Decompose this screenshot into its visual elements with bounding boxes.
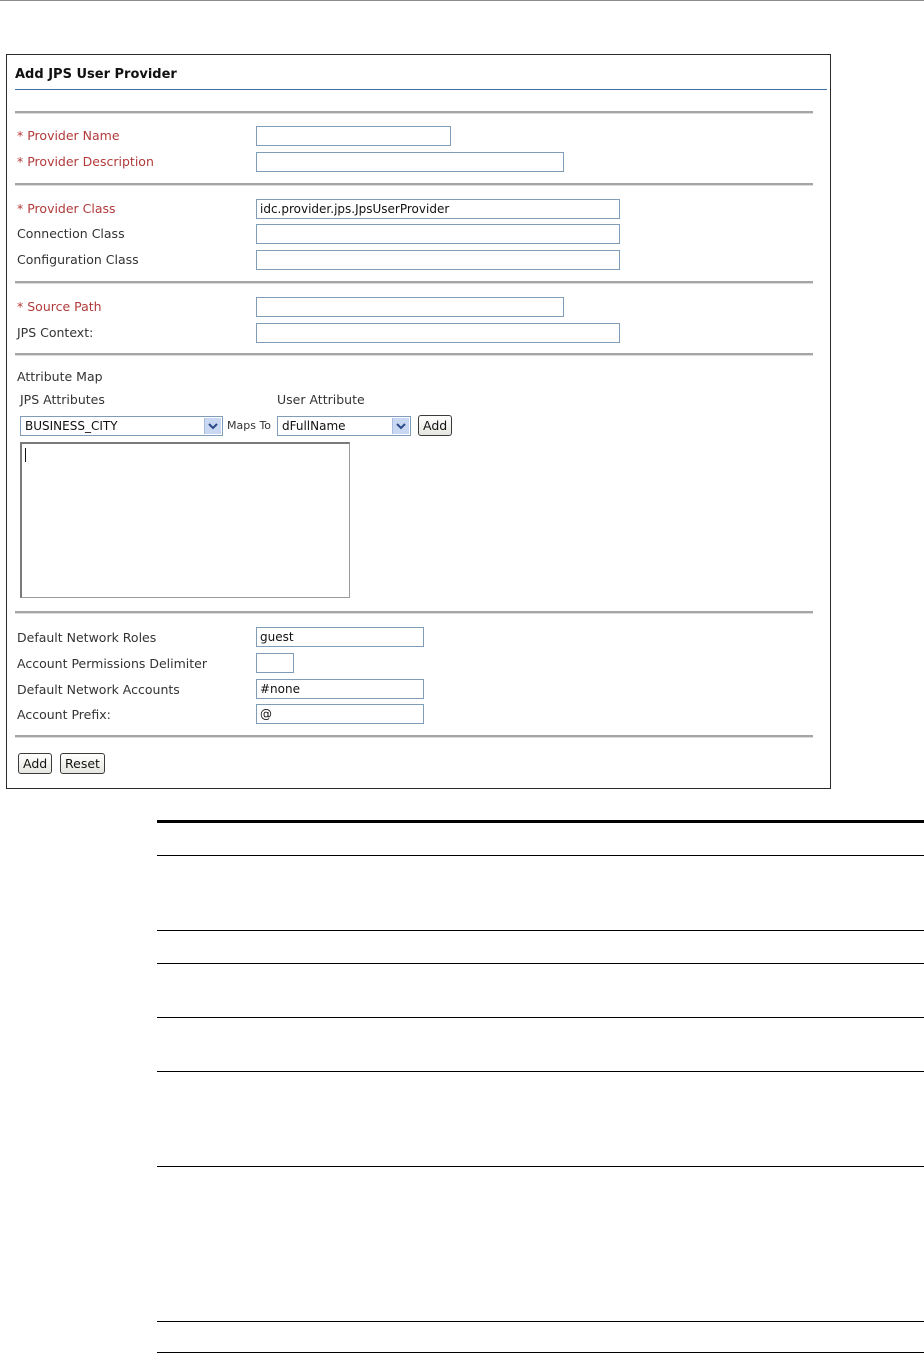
table-row-rule — [157, 855, 924, 856]
provider-description-input[interactable] — [256, 152, 564, 172]
section-divider — [15, 735, 813, 738]
attribute-map-label: Attribute Map — [17, 369, 103, 384]
account-prefix-label: Account Prefix: — [17, 707, 111, 722]
user-attribute-selected-value: dFullName — [282, 419, 346, 433]
default-network-accounts-label: Default Network Accounts — [17, 682, 180, 697]
provider-description-label: * Provider Description — [17, 154, 154, 169]
chevron-down-icon[interactable] — [204, 418, 221, 434]
add-mapping-button[interactable]: Add — [418, 415, 452, 436]
jps-attributes-label: JPS Attributes — [20, 392, 105, 407]
account-permissions-delimiter-label: Account Permissions Delimiter — [17, 656, 207, 671]
provider-class-input[interactable]: idc.provider.jps.JpsUserProvider — [256, 199, 620, 219]
connection-class-input[interactable] — [256, 224, 620, 244]
table-row-rule — [157, 930, 924, 931]
reset-button[interactable]: Reset — [60, 753, 105, 774]
jps-context-label: JPS Context: — [17, 325, 94, 340]
jps-context-input[interactable] — [256, 323, 620, 343]
table-row-rule — [157, 1071, 924, 1072]
title-underline — [15, 89, 827, 90]
text-cursor — [25, 448, 26, 462]
table-row-rule — [157, 1166, 924, 1167]
user-attribute-label: User Attribute — [277, 392, 365, 407]
table-row-rule — [157, 1352, 924, 1353]
table-row-rule — [157, 1017, 924, 1018]
page-top-rule — [0, 0, 924, 1]
add-jps-user-provider-panel — [6, 54, 831, 789]
maps-to-label: Maps To — [227, 419, 272, 432]
jps-attribute-selected-value: BUSINESS_CITY — [25, 419, 118, 433]
jps-attribute-select[interactable] — [20, 416, 223, 436]
account-permissions-delimiter-input[interactable] — [256, 653, 294, 673]
section-divider — [15, 281, 813, 284]
provider-class-label: * Provider Class — [17, 201, 116, 216]
section-divider — [15, 611, 813, 614]
user-attribute-select[interactable] — [277, 416, 411, 436]
section-divider — [15, 183, 813, 186]
chevron-down-icon[interactable] — [392, 418, 409, 434]
attribute-mappings-list[interactable] — [20, 442, 350, 598]
default-network-roles-input[interactable]: guest — [256, 627, 424, 647]
connection-class-label: Connection Class — [17, 226, 125, 241]
default-network-roles-label: Default Network Roles — [17, 630, 157, 645]
panel-title: Add JPS User Provider — [15, 67, 177, 82]
table-top-rule — [157, 820, 924, 823]
add-button[interactable]: Add — [18, 753, 52, 774]
configuration-class-label: Configuration Class — [17, 252, 139, 267]
source-path-label: * Source Path — [17, 299, 102, 314]
section-divider — [15, 353, 813, 356]
table-row-rule — [157, 1321, 924, 1322]
default-network-accounts-input[interactable]: #none — [256, 679, 424, 699]
configuration-class-input[interactable] — [256, 250, 620, 270]
table-row-rule — [157, 963, 924, 964]
provider-name-input[interactable] — [256, 126, 451, 146]
account-prefix-input[interactable]: @ — [256, 704, 424, 724]
provider-name-label: * Provider Name — [17, 128, 120, 143]
section-divider — [15, 111, 813, 114]
source-path-input[interactable] — [256, 297, 564, 317]
